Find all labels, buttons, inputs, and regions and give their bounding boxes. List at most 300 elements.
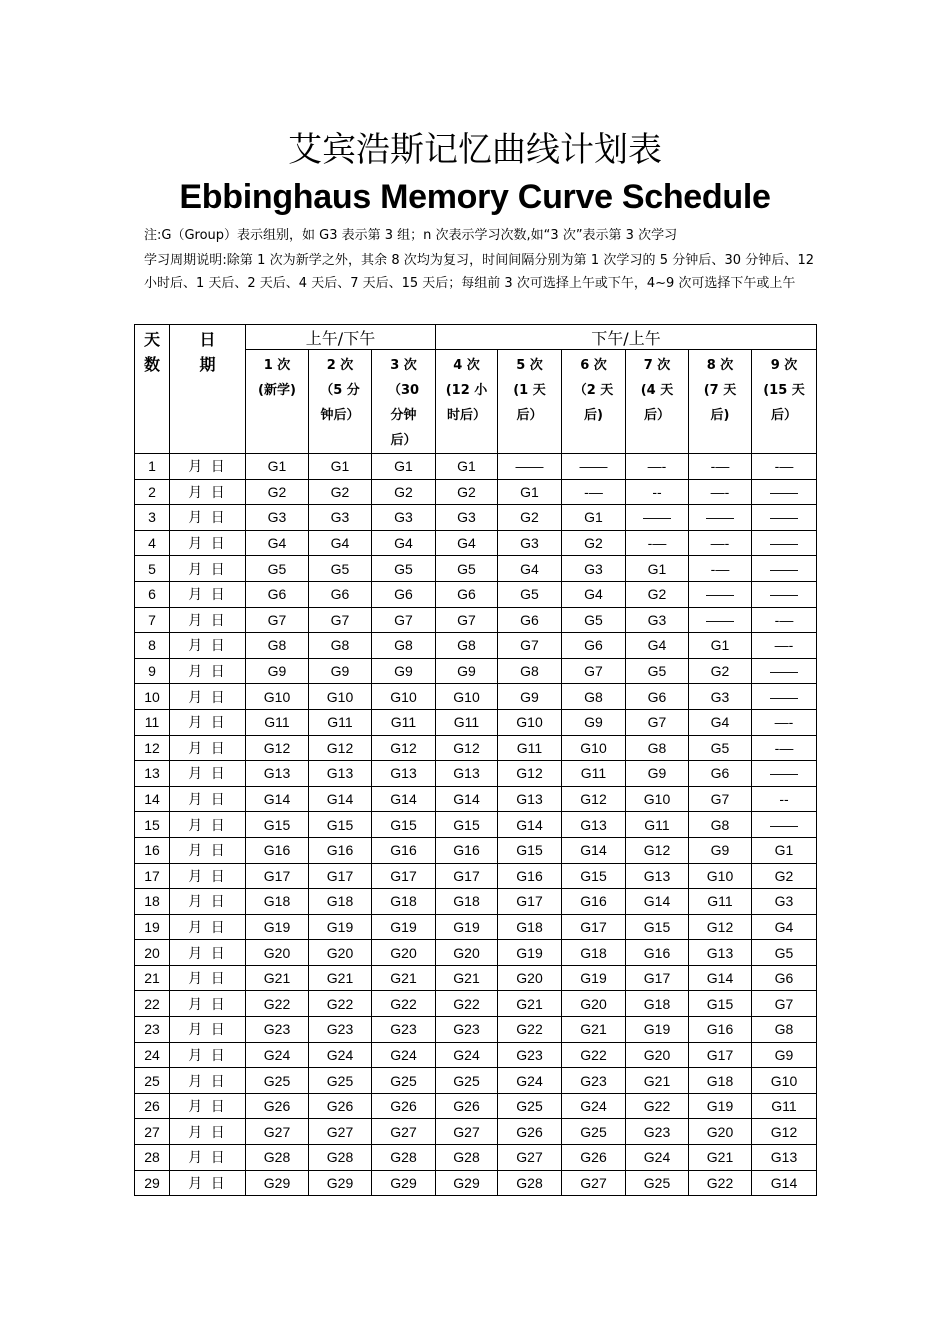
schedule-cell-pass-8: G4 [689,709,752,735]
table-row [135,1093,817,1119]
schedule-cell-pass-2: G9 [309,658,372,684]
table-row [135,991,817,1017]
schedule-cell-pass-5: G7 [498,633,562,659]
schedule-cell-pass-1: G18 [246,889,309,915]
table-row [135,556,817,582]
schedule-cell-pass-1: G9 [246,658,309,684]
schedule-cell-pass-8: G21 [689,1145,752,1171]
schedule-cell-pass-3: G7 [372,607,436,633]
table-row [135,940,817,966]
day-number-cell: 2 [135,479,170,505]
schedule-cell-pass-7: G13 [626,863,689,889]
header-day-count-line2: 数 [143,355,160,374]
header-pass-2-line2: （5 分 [320,383,360,398]
schedule-cell-pass-5: G26 [498,1119,562,1145]
date-cell[interactable]: 月 日 [170,505,246,531]
schedule-cell-pass-4: G21 [436,965,498,991]
schedule-cell-pass-5: G15 [498,837,562,863]
schedule-cell-pass-5: G10 [498,709,562,735]
schedule-cell-pass-8: —- [689,530,752,556]
schedule-cell-pass-2: G18 [309,889,372,915]
date-cell[interactable]: 月 日 [170,1042,246,1068]
header-pass-3 [372,350,436,454]
schedule-cell-pass-2: G25 [309,1068,372,1094]
date-cell[interactable]: 月 日 [170,1068,246,1094]
schedule-cell-pass-6: G5 [562,607,626,633]
schedule-cell-pass-6: G9 [562,709,626,735]
day-number-cell: 12 [135,735,170,761]
date-cell[interactable]: 月 日 [170,812,246,838]
schedule-cell-pass-9: G2 [752,863,817,889]
schedule-cell-pass-9: —— [752,812,817,838]
schedule-cell-pass-7: G16 [626,940,689,966]
schedule-cell-pass-5: G17 [498,889,562,915]
schedule-cell-pass-7: G22 [626,1093,689,1119]
schedule-cell-pass-8: G20 [689,1119,752,1145]
day-number-cell: 10 [135,684,170,710]
schedule-cell-pass-4: G9 [436,658,498,684]
schedule-cell-pass-1: G29 [246,1170,309,1196]
schedule-cell-pass-8: G13 [689,940,752,966]
schedule-cell-pass-2: G14 [309,786,372,812]
schedule-cell-pass-9: G9 [752,1042,817,1068]
schedule-cell-pass-2: G16 [309,837,372,863]
schedule-cell-pass-7: G1 [626,556,689,582]
schedule-cell-pass-8: G7 [689,786,752,812]
schedule-cell-pass-5: G4 [498,556,562,582]
schedule-cell-pass-3: G24 [372,1042,436,1068]
schedule-cell-pass-2: G11 [309,709,372,735]
header-pass-3-line4: 后） [390,433,417,448]
schedule-cell-pass-2: G2 [309,479,372,505]
day-number-cell: 11 [135,709,170,735]
schedule-cell-pass-5: G13 [498,786,562,812]
schedule-cell-pass-2: G20 [309,940,372,966]
date-cell[interactable]: 月 日 [170,479,246,505]
schedule-cell-pass-2: G22 [309,991,372,1017]
table-row [135,454,817,480]
schedule-cell-pass-3: G13 [372,761,436,787]
schedule-cell-pass-5: G3 [498,530,562,556]
schedule-cell-pass-2: G29 [309,1170,372,1196]
schedule-cell-pass-3: G10 [372,684,436,710]
date-cell[interactable]: 月 日 [170,530,246,556]
schedule-cell-pass-5: —— [498,454,562,480]
schedule-cell-pass-3: G23 [372,1017,436,1043]
schedule-cell-pass-2: G3 [309,505,372,531]
schedule-cell-pass-1: G25 [246,1068,309,1094]
schedule-cell-pass-3: G17 [372,863,436,889]
schedule-cell-pass-5: G19 [498,940,562,966]
day-number-cell: 23 [135,1017,170,1043]
schedule-cell-pass-9: G4 [752,914,817,940]
header-pass-8-line2: (7 天 [703,383,737,398]
header-group-pm-am: 下午/上午 [436,325,817,350]
date-cell[interactable]: 月 日 [170,658,246,684]
date-cell[interactable]: 月 日 [170,837,246,863]
schedule-cell-pass-7: G7 [626,709,689,735]
schedule-cell-pass-2: G7 [309,607,372,633]
schedule-cell-pass-2: G5 [309,556,372,582]
schedule-cell-pass-5: G12 [498,761,562,787]
schedule-cell-pass-7: —— [626,505,689,531]
schedule-cell-pass-8: G15 [689,991,752,1017]
schedule-cell-pass-3: G15 [372,812,436,838]
schedule-cell-pass-9: G8 [752,1017,817,1043]
schedule-cell-pass-7: G9 [626,761,689,787]
schedule-cell-pass-3: G29 [372,1170,436,1196]
schedule-cell-pass-2: G23 [309,1017,372,1043]
schedule-cell-pass-4: G19 [436,914,498,940]
schedule-cell-pass-6: G24 [562,1093,626,1119]
date-cell[interactable]: 月 日 [170,991,246,1017]
table-row [135,1042,817,1068]
schedule-cell-pass-3: G3 [372,505,436,531]
table-row [135,812,817,838]
schedule-cell-pass-9: G11 [752,1093,817,1119]
schedule-cell-pass-7: G25 [626,1170,689,1196]
header-pass-6-line1: 6 次 [580,358,607,373]
day-number-cell: 15 [135,812,170,838]
schedule-cell-pass-9: —— [752,505,817,531]
schedule-cell-pass-8: -— [689,454,752,480]
table-row [135,1119,817,1145]
schedule-cell-pass-9: G10 [752,1068,817,1094]
schedule-cell-pass-1: G16 [246,837,309,863]
schedule-cell-pass-6: G12 [562,786,626,812]
schedule-cell-pass-8: G9 [689,837,752,863]
header-pass-6-line2: （2 天 [573,383,614,398]
date-cell[interactable]: 月 日 [170,709,246,735]
schedule-cell-pass-9: —— [752,684,817,710]
schedule-cell-pass-3: G22 [372,991,436,1017]
schedule-cell-pass-8: G6 [689,761,752,787]
header-pass-7 [626,350,689,454]
schedule-cell-pass-5: G27 [498,1145,562,1171]
schedule-cell-pass-6: G16 [562,889,626,915]
schedule-cell-pass-3: G20 [372,940,436,966]
schedule-cell-pass-1: G15 [246,812,309,838]
schedule-cell-pass-7: G10 [626,786,689,812]
date-cell[interactable]: 月 日 [170,735,246,761]
schedule-cell-pass-7: G17 [626,965,689,991]
date-cell[interactable]: 月 日 [170,607,246,633]
schedule-cell-pass-6: G22 [562,1042,626,1068]
date-cell[interactable]: 月 日 [170,1119,246,1145]
schedule-cell-pass-8: G10 [689,863,752,889]
header-pass-5 [498,350,562,454]
schedule-cell-pass-8: G11 [689,889,752,915]
schedule-cell-pass-5: G25 [498,1093,562,1119]
schedule-cell-pass-6: G10 [562,735,626,761]
schedule-cell-pass-8: —- [689,479,752,505]
schedule-cell-pass-7: G18 [626,991,689,1017]
table-row [135,965,817,991]
schedule-cell-pass-9: -- [752,786,817,812]
day-number-cell: 4 [135,530,170,556]
schedule-cell-pass-9: —— [752,556,817,582]
schedule-cell-pass-4: G11 [436,709,498,735]
date-cell[interactable]: 月 日 [170,761,246,787]
header-pass-8 [689,350,752,454]
schedule-cell-pass-1: G10 [246,684,309,710]
schedule-cell-pass-6: G8 [562,684,626,710]
schedule-cell-pass-5: G14 [498,812,562,838]
schedule-cell-pass-5: G24 [498,1068,562,1094]
schedule-cell-pass-4: G13 [436,761,498,787]
schedule-cell-pass-3: G8 [372,633,436,659]
date-cell[interactable]: 月 日 [170,1170,246,1196]
table-row [135,914,817,940]
header-pass-9 [752,350,817,454]
schedule-table [134,324,817,1196]
schedule-cell-pass-4: G18 [436,889,498,915]
schedule-cell-pass-8: G5 [689,735,752,761]
day-number-cell: 17 [135,863,170,889]
day-number-cell: 9 [135,658,170,684]
day-number-cell: 18 [135,889,170,915]
table-row [135,530,817,556]
schedule-cell-pass-6: G13 [562,812,626,838]
schedule-cell-pass-6: G14 [562,837,626,863]
schedule-cell-pass-4: G6 [436,581,498,607]
schedule-cell-pass-1: G13 [246,761,309,787]
schedule-cell-pass-6: G21 [562,1017,626,1043]
header-pass-7-line3: 后） [643,408,670,423]
table-row [135,837,817,863]
schedule-cell-pass-9: G14 [752,1170,817,1196]
day-number-cell: 22 [135,991,170,1017]
schedule-cell-pass-3: G27 [372,1119,436,1145]
schedule-cell-pass-4: G5 [436,556,498,582]
header-pass-6 [562,350,626,454]
schedule-cell-pass-8: G18 [689,1068,752,1094]
schedule-cell-pass-6: —— [562,454,626,480]
schedule-cell-pass-8: G12 [689,914,752,940]
schedule-cell-pass-4: G22 [436,991,498,1017]
table-row [135,786,817,812]
date-cell[interactable]: 月 日 [170,633,246,659]
schedule-cell-pass-1: G24 [246,1042,309,1068]
schedule-cell-pass-3: G4 [372,530,436,556]
schedule-cell-pass-5: G23 [498,1042,562,1068]
schedule-cell-pass-9: —— [752,658,817,684]
day-number-cell: 6 [135,581,170,607]
table-row [135,505,817,531]
schedule-cell-pass-8: G16 [689,1017,752,1043]
schedule-cell-pass-2: G24 [309,1042,372,1068]
schedule-cell-pass-1: G23 [246,1017,309,1043]
schedule-cell-pass-5: G28 [498,1170,562,1196]
schedule-cell-pass-2: G21 [309,965,372,991]
header-pass-2 [309,350,372,454]
schedule-cell-pass-7: G15 [626,914,689,940]
schedule-cell-pass-7: G8 [626,735,689,761]
schedule-cell-pass-1: G27 [246,1119,309,1145]
schedule-cell-pass-3: G9 [372,658,436,684]
header-pass-4-line1: 4 次 [453,358,480,373]
header-pass-2-line1: 2 次 [326,358,354,373]
date-cell[interactable]: 月 日 [170,1017,246,1043]
header-pass-9-line2: (15 天 [763,383,805,398]
date-cell[interactable]: 月 日 [170,684,246,710]
date-cell[interactable]: 月 日 [170,581,246,607]
header-pass-2-line3: 钟后） [320,408,360,423]
schedule-cell-pass-7: G19 [626,1017,689,1043]
date-cell[interactable]: 月 日 [170,454,246,480]
schedule-cell-pass-4: G26 [436,1093,498,1119]
schedule-cell-pass-8: G8 [689,812,752,838]
schedule-cell-pass-3: G6 [372,581,436,607]
schedule-cell-pass-3: G12 [372,735,436,761]
schedule-cell-pass-9: G1 [752,837,817,863]
schedule-cell-pass-6: G3 [562,556,626,582]
schedule-cell-pass-2: G27 [309,1119,372,1145]
table-row [135,709,817,735]
schedule-cell-pass-8: G3 [689,684,752,710]
schedule-cell-pass-3: G28 [372,1145,436,1171]
schedule-cell-pass-1: G20 [246,940,309,966]
header-pass-4 [436,350,498,454]
header-pass-1-line2: (新学) [258,383,296,398]
date-cell[interactable]: 月 日 [170,889,246,915]
schedule-cell-pass-1: G7 [246,607,309,633]
schedule-cell-pass-3: G26 [372,1093,436,1119]
schedule-cell-pass-2: G10 [309,684,372,710]
schedule-cell-pass-4: G10 [436,684,498,710]
header-date [170,325,246,454]
schedule-cell-pass-4: G14 [436,786,498,812]
schedule-cell-pass-1: G3 [246,505,309,531]
date-cell[interactable]: 月 日 [170,1093,246,1119]
schedule-cell-pass-2: G15 [309,812,372,838]
schedule-cell-pass-7: G21 [626,1068,689,1094]
table-row [135,735,817,761]
date-cell[interactable]: 月 日 [170,786,246,812]
schedule-cell-pass-9: —— [752,581,817,607]
schedule-cell-pass-7: —- [626,454,689,480]
schedule-cell-pass-7: G12 [626,837,689,863]
page-title-english: Ebbinghaus Memory Curve Schedule [179,178,771,216]
schedule-cell-pass-3: G19 [372,914,436,940]
schedule-cell-pass-7: G2 [626,581,689,607]
schedule-cell-pass-4: G17 [436,863,498,889]
table-row [135,761,817,787]
header-pass-3-line3: 分钟 [390,408,417,423]
schedule-cell-pass-6: G25 [562,1119,626,1145]
schedule-cell-pass-6: G2 [562,530,626,556]
schedule-cell-pass-4: G8 [436,633,498,659]
schedule-cell-pass-4: G4 [436,530,498,556]
schedule-cell-pass-9: G13 [752,1145,817,1171]
schedule-cell-pass-5: G16 [498,863,562,889]
schedule-cell-pass-1: G14 [246,786,309,812]
header-pass-8-line3: 后) [710,408,730,423]
table-row [135,633,817,659]
schedule-cell-pass-1: G6 [246,581,309,607]
header-date-line1: 日 [199,330,216,349]
date-cell[interactable]: 月 日 [170,863,246,889]
date-cell[interactable]: 月 日 [170,914,246,940]
header-pass-9-line3: 后） [770,408,797,423]
schedule-cell-pass-9: —- [752,709,817,735]
date-cell[interactable]: 月 日 [170,556,246,582]
schedule-cell-pass-6: G20 [562,991,626,1017]
schedule-cell-pass-8: —— [689,581,752,607]
schedule-cell-pass-8: G14 [689,965,752,991]
note-group-explanation: 注:G（Group）表示组别，如 G3 表示第 3 组；n 次表示学习次数,如“3 次”表示第 3 次学习 [144,228,678,243]
day-number-cell: 5 [135,556,170,582]
header-pass-8-line1: 8 次 [706,358,734,373]
day-number-cell: 26 [135,1093,170,1119]
schedule-cell-pass-4: G15 [436,812,498,838]
schedule-cell-pass-4: G23 [436,1017,498,1043]
schedule-cell-pass-5: G11 [498,735,562,761]
table-row [135,889,817,915]
day-number-cell: 27 [135,1119,170,1145]
day-number-cell: 14 [135,786,170,812]
schedule-cell-pass-1: G2 [246,479,309,505]
schedule-cell-pass-4: G16 [436,837,498,863]
schedule-cell-pass-9: G6 [752,965,817,991]
schedule-cell-pass-7: G4 [626,633,689,659]
schedule-cell-pass-3: G11 [372,709,436,735]
schedule-cell-pass-2: G1 [309,454,372,480]
schedule-cell-pass-2: G12 [309,735,372,761]
schedule-cell-pass-2: G13 [309,761,372,787]
schedule-cell-pass-3: G25 [372,1068,436,1094]
header-pass-9-line1: 9 次 [770,358,798,373]
schedule-cell-pass-6: G27 [562,1170,626,1196]
schedule-cell-pass-7: G24 [626,1145,689,1171]
schedule-cell-pass-4: G25 [436,1068,498,1094]
header-pass-3-line1: 3 次 [390,358,417,373]
day-number-cell: 7 [135,607,170,633]
schedule-cell-pass-1: G5 [246,556,309,582]
header-pass-7-line2: (4 天 [640,383,674,398]
schedule-cell-pass-6: G17 [562,914,626,940]
schedule-cell-pass-9: -— [752,454,817,480]
schedule-cell-pass-7: G6 [626,684,689,710]
schedule-cell-pass-8: —— [689,505,752,531]
table-body [135,454,817,1196]
schedule-cell-pass-6: -— [562,479,626,505]
schedule-cell-pass-3: G1 [372,454,436,480]
schedule-cell-pass-1: G21 [246,965,309,991]
schedule-cell-pass-6: G15 [562,863,626,889]
schedule-cell-pass-6: G4 [562,581,626,607]
header-pass-6-line3: 后) [584,408,603,423]
schedule-cell-pass-9: -— [752,607,817,633]
day-number-cell: 25 [135,1068,170,1094]
schedule-cell-pass-1: G22 [246,991,309,1017]
schedule-cell-pass-2: G8 [309,633,372,659]
schedule-cell-pass-9: —- [752,633,817,659]
table-row [135,1170,817,1196]
schedule-cell-pass-9: G3 [752,889,817,915]
schedule-cell-pass-7: G14 [626,889,689,915]
schedule-cell-pass-6: G11 [562,761,626,787]
date-cell[interactable]: 月 日 [170,940,246,966]
schedule-cell-pass-4: G1 [436,454,498,480]
date-cell[interactable]: 月 日 [170,965,246,991]
schedule-cell-pass-8: G2 [689,658,752,684]
header-pass-1-line1: 1 次 [263,358,291,373]
schedule-cell-pass-5: G2 [498,505,562,531]
date-cell[interactable]: 月 日 [170,1145,246,1171]
schedule-cell-pass-6: G26 [562,1145,626,1171]
table-row [135,1017,817,1043]
